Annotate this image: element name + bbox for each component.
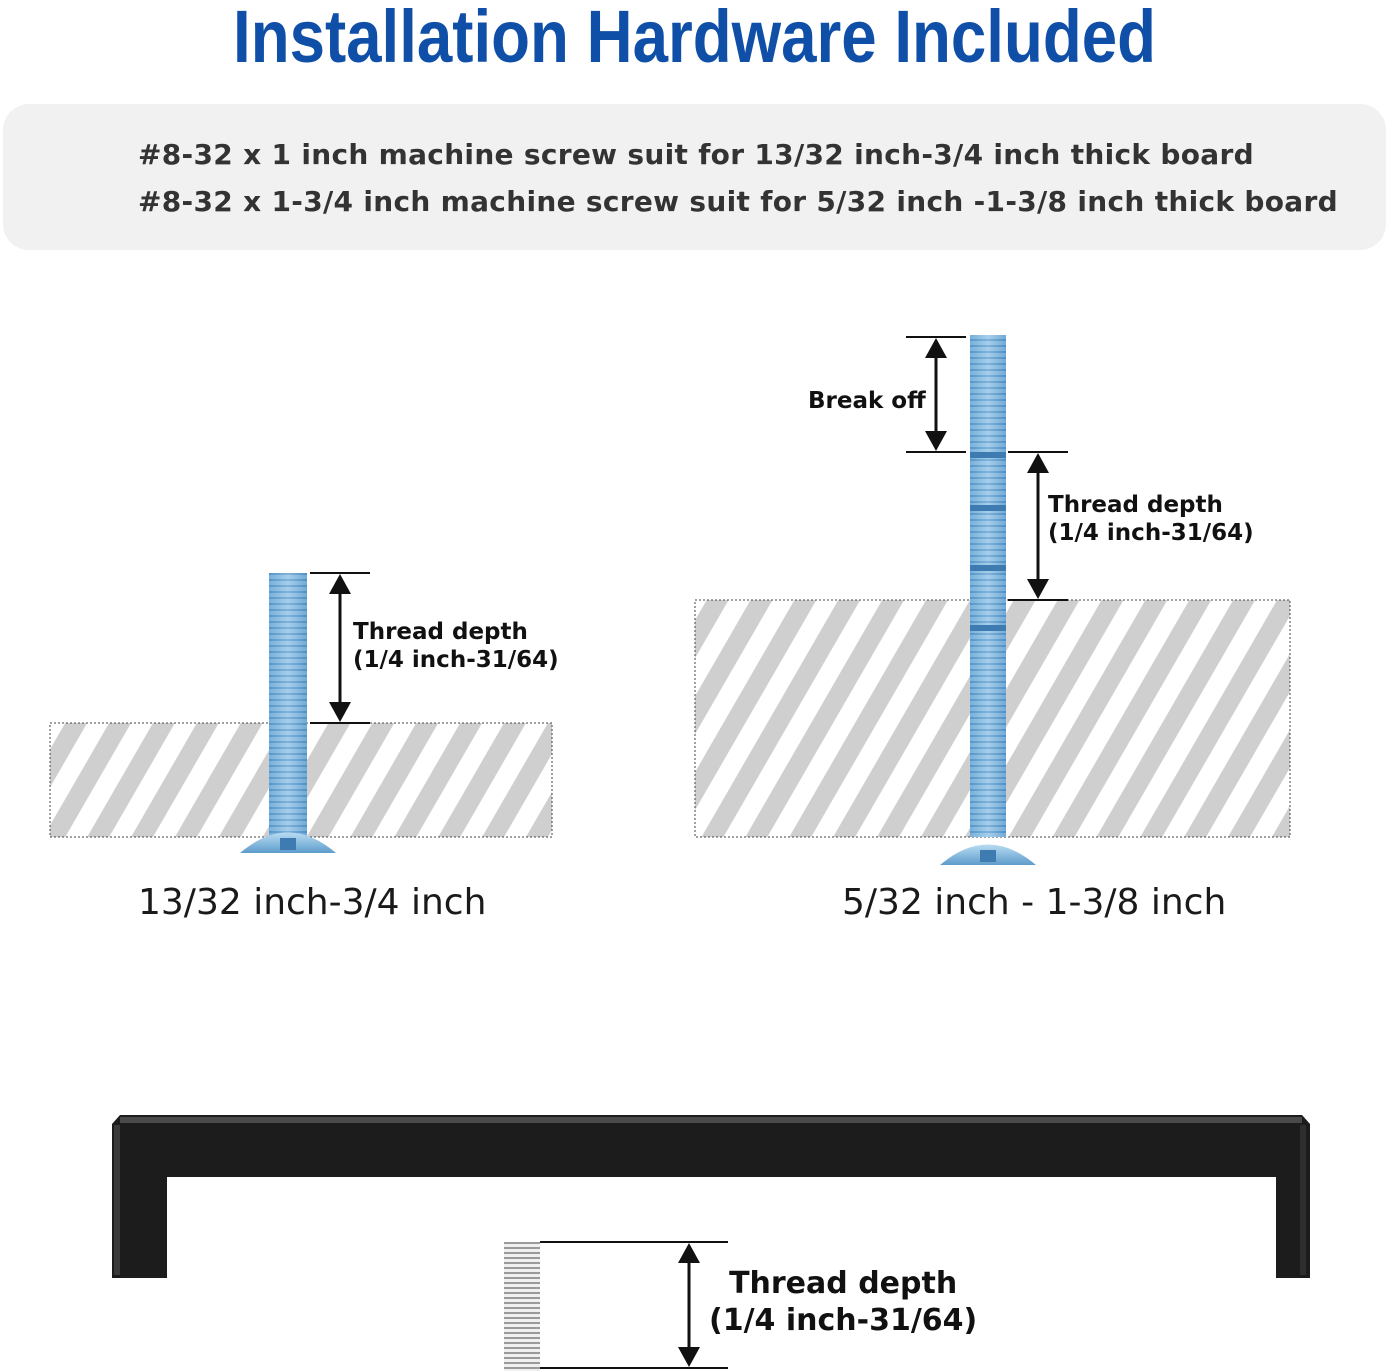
handle-thread-depth-arrow — [540, 1242, 728, 1368]
right-thread-depth-label — [1048, 492, 1254, 547]
info-line-2: #8-32 x 1-3/4 inch machine screw suit for 5/32 inch -1-3/8 inch thick board — [138, 185, 1338, 218]
right-thread-range: (1/4 inch-31/64) — [1048, 519, 1254, 546]
left-thread-range: (1/4 inch-31/64) — [353, 646, 559, 673]
left-size-label: 13/32 inch-3/4 inch — [138, 882, 487, 923]
threaded-stud-icon — [504, 1242, 540, 1371]
right-thread-title: Thread depth — [1048, 492, 1223, 518]
info-line-1: #8-32 x 1 inch machine screw suit for 13/32 inch-3/4 inch thick board — [138, 138, 1254, 171]
right-size-label: 5/32 inch - 1-3/8 inch — [842, 882, 1227, 923]
handle-thread-depth-label — [709, 1266, 977, 1339]
break-off-label: Break off — [808, 388, 926, 414]
left-thread-title: Thread depth — [353, 619, 528, 645]
handle-thread-title: Thread depth — [729, 1266, 958, 1301]
handle-thread-range: (1/4 inch-31/64) — [709, 1302, 978, 1338]
page-title: Installation Hardware Included — [233, 0, 1156, 78]
cabinet-handle-icon — [112, 1115, 1310, 1278]
left-thread-depth-label — [353, 619, 559, 674]
